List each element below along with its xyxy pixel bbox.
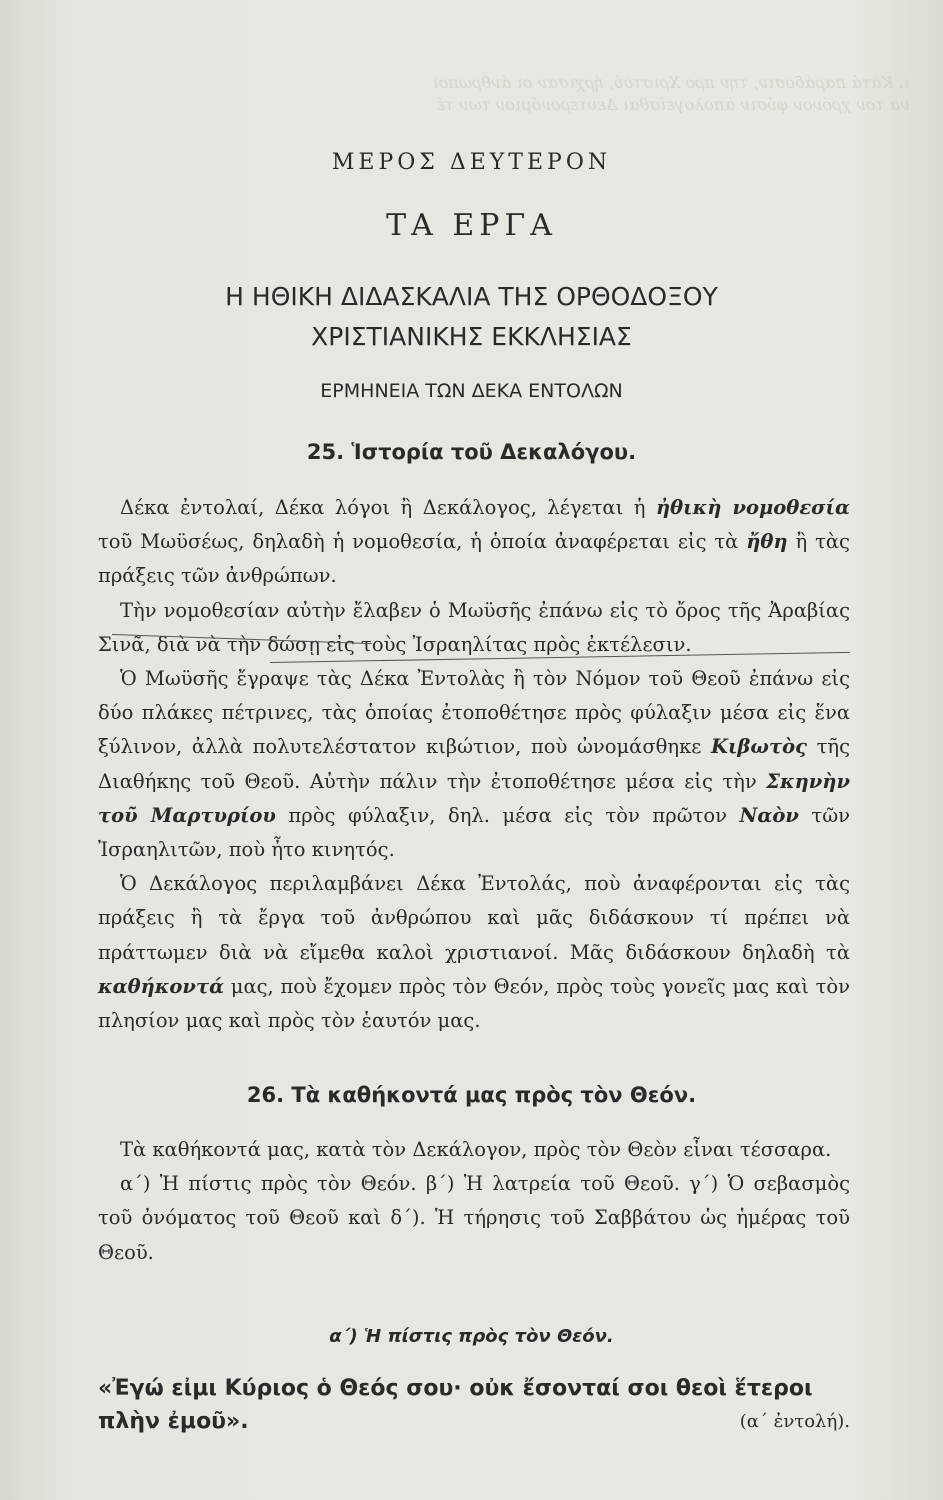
subtitle-line-3: ΕΡΜΗΝΕΙΑ ΤΩΝ ΔΕΚΑ ΕΝΤΟΛΩΝ bbox=[320, 380, 623, 402]
paragraph: Ὁ Μωϋσῆς ἔγραψε τὰς Δέκα Ἐντολὰς ἢ τὸν Νόμον τοῦ Θεοῦ ἐπάνω εἰς δύο πλάκες πέτρινες, τὰς ὁποίας ἐτοποθέτησε πρὸς φύλαξιν μέσα εἰς ἕνα ξύλινον, ἀλλὰ πολυτελέστατον κιβώτιον, ποὺ ὠνομάσθηκε Κιβωτὸς τῆς Διαθήκης τοῦ Θεοῦ. Αὐτὴν πάλιν τὴν ἐτοποθέτησε μέσα εἰς τὴν Σκηνὴν τοῦ Μαρτυρίου πρὸς φύλαξιν, δηλ. μέσα εἰς τὸν πρῶτον Ναὸν τῶν Ἰσραηλιτῶν, ποὺ ἦτο κινητός. bbox=[98, 667, 851, 862]
emphasis: ἠθικὴ νομοθεσία bbox=[655, 496, 850, 519]
emphasis: ἤθη bbox=[746, 530, 788, 554]
emphasis: καθήκοντά bbox=[98, 974, 225, 998]
emphasis: Σκηνὴν τοῦ Μαρτυρίου bbox=[98, 769, 850, 827]
subtitle-line-2: ΧΡΙΣΤΙΑΝΙΚΗΣ ΕΚΚΛΗΣΙΑΣ bbox=[311, 322, 632, 351]
quote-text: «Ἐγώ εἰμι Κύριος ὁ Θεός σου· οὐκ ἔσονταί σοι θεοὶ ἕτεροι πλὴν ἐμοῦ». bbox=[98, 1376, 813, 1434]
part-heading: ΜΕΡΟΣ ΔΕΥΤΕΡΟΝ bbox=[331, 150, 612, 175]
paragraph: Δέκα ἐντολαί, Δέκα λόγοι ἢ Δεκάλογος, λέγεται ἡ ἠθικὴ νομοθεσία τοῦ Μωϋσέως, δηλαδὴ ἡ νομοθεσία, ἡ ὁποία ἀναφέρεται εἰς τὰ ἤθη ἢ τὰς πράξεις τῶν ἀνθρώπων. bbox=[98, 496, 850, 588]
subsection-a-heading: α΄) Ἡ πίστις πρὸς τὸν Θεόν. bbox=[329, 1326, 614, 1347]
ghost-line: ι. Κατά παράδοσιν, την προ Χριστού, ήρχισαν οι άνθρωποι bbox=[432, 73, 910, 92]
paragraph: Τὰ καθήκοντά μας, κατὰ τὸν Δεκάλογον, πρὸς τὸν Θεὸν εἶναι τέσσαρα. bbox=[120, 1138, 832, 1161]
subtitle-line-1: Η ΗΘΙΚΗ ΔΙΔΑΣΚΑΛΙΑ ΤΗΣ ΟΡΘΟΔΟΞΟΥ bbox=[225, 282, 718, 311]
page-title: ΤΑ ΕΡΓΑ bbox=[386, 208, 557, 243]
section-26-body bbox=[98, 1133, 850, 1270]
commandment-number: (α΄ ἐντολή). bbox=[739, 1411, 850, 1432]
paragraph: Τὴν νομοθεσίαν αὐτὴν ἔλαβεν ὁ Μωϋσῆς ἐπάνω εἰς τὸ ὄρος τῆς Ἀραβίας Σινᾶ, διὰ νὰ τὴν δώσῃ εἰς τοὺς Ἰσραηλίτας πρὸς ἐκτέλεσιν. bbox=[98, 598, 850, 656]
bleed-through-text bbox=[30, 72, 910, 116]
subtitle-block bbox=[0, 277, 943, 357]
commandment-quote bbox=[98, 1372, 850, 1438]
section-26-heading: 26. Τὰ καθήκοντά μας πρὸς τὸν Θεόν. bbox=[246, 1083, 697, 1107]
emphasis: Κιβωτὸς bbox=[711, 735, 807, 759]
emphasis: Ναὸν bbox=[739, 803, 799, 827]
paragraph: α΄) Ἡ πίστις πρὸς τὸν Θεόν. β΄) Ἡ λατρεία τοῦ Θεοῦ. γ΄) Ὁ σεβασμὸς τοῦ ὀνόματος τοῦ Θεοῦ καὶ δ΄). Ἡ τήρησις τοῦ Σαββάτου ὡς ἡμέρας τοῦ Θεοῦ. bbox=[98, 1172, 850, 1264]
section-25-heading: 25. Ἱστορία τοῦ Δεκαλόγου. bbox=[306, 440, 637, 464]
paragraph: Ὁ Δεκάλογος περιλαμβάνει Δέκα Ἐντολάς, ποὺ ἀναφέρονται εἰς τὰς πράξεις ἢ τὰ ἔργα τοῦ ἀνθρώπου καὶ μᾶς διδάσκουν τί πρέπει νὰ πράττωμεν διὰ νὰ εἴμεθα καλοὶ χριστιανοί. Μᾶς διδάσκουν δηλαδὴ τὰ καθήκοντά μας, ποὺ ἔχομεν πρὸς τὸν Θεόν, πρὸς τοὺς γονεῖς μας καὶ τὸν πλησίον μας καὶ πρὸς τὸν ἑαυτόν μας. bbox=[98, 872, 850, 1033]
section-25-body bbox=[98, 491, 850, 1038]
ghost-line: να τον χρόνον φύσιν απολογείσθαι Δευτερονόμιον των τέ bbox=[436, 95, 910, 114]
